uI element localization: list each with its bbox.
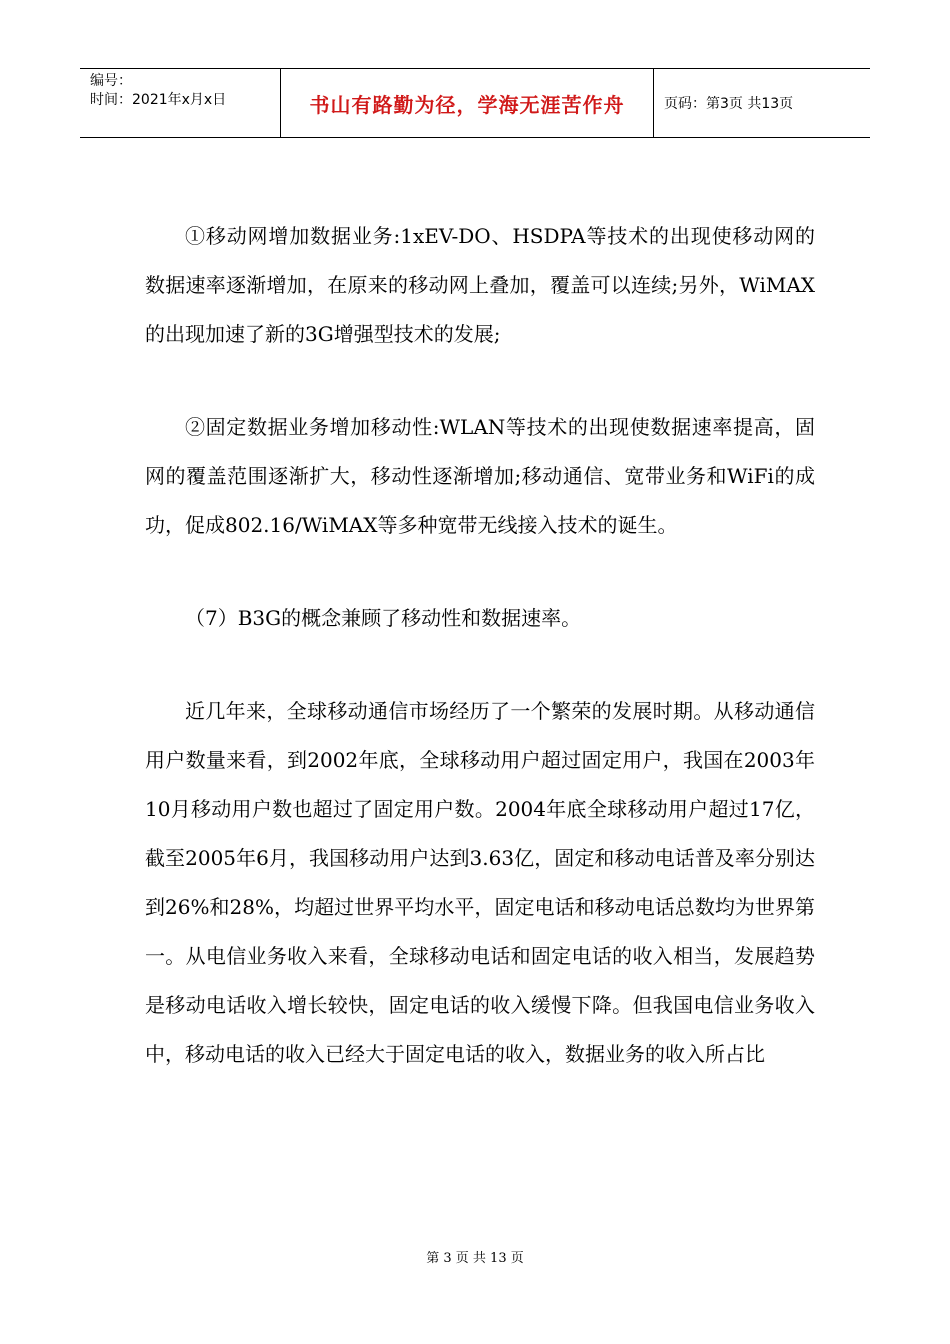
header-motto: 书山有路勤为径，学海无涯苦作舟	[281, 69, 654, 137]
document-body	[145, 212, 815, 1079]
page-header	[80, 68, 870, 138]
paragraph-b3g-concept: （7）B3G的概念兼顾了移动性和数据速率。	[185, 606, 582, 630]
paragraph-fixed-mobility: ②固定数据业务增加移动性:WLAN等技术的出现使数据速率提高，固网的覆盖范围逐渐扩大，移动性逐渐增加;移动通信、宽带业务和WiFi的成功，促成802.16/WiMAX等多种宽带无线接入技术的诞生。	[145, 415, 815, 537]
header-meta	[80, 69, 281, 137]
paragraph-market-overview: 近几年来，全球移动通信市场经历了一个繁荣的发展时期。从移动通信用户数量来看，到2002年底，全球移动用户超过固定用户，我国在2003年10月移动用户数也超过了固定用户数。2004年底全球移动用户超过17亿，截至2005年6月，我国移动用户达到3.63亿，固定和移动电话普及率分别达到26%和28%，均超过世界平均水平，固定电话和移动电话总数均为世界第一。从电信业务收入来看，全球移动电话和固定电话的收入相当，发展趋势是移动电话收入增长较快，固定电话的收入缓慢下降。但我国电信业务收入中，移动电话的收入已经大于固定电话的收入，数据业务的收入所占比	[145, 699, 815, 1066]
document-number-label: 编号：	[90, 73, 132, 89]
header-page-info: 页码：第3页 共13页	[664, 96, 794, 112]
paragraph-mobile-data: ①移动网增加数据业务:1xEV-DO、HSDPA等技术的出现使移动网的数据速率逐渐增加，在原来的移动网上叠加，覆盖可以连续;另外，WiMAX的出现加速了新的3G增强型技术的发展;	[145, 224, 815, 346]
document-time-label: 时间：2021年x月x日	[90, 92, 227, 108]
page-footer: 第 3 页 共 13 页	[426, 1251, 524, 1266]
